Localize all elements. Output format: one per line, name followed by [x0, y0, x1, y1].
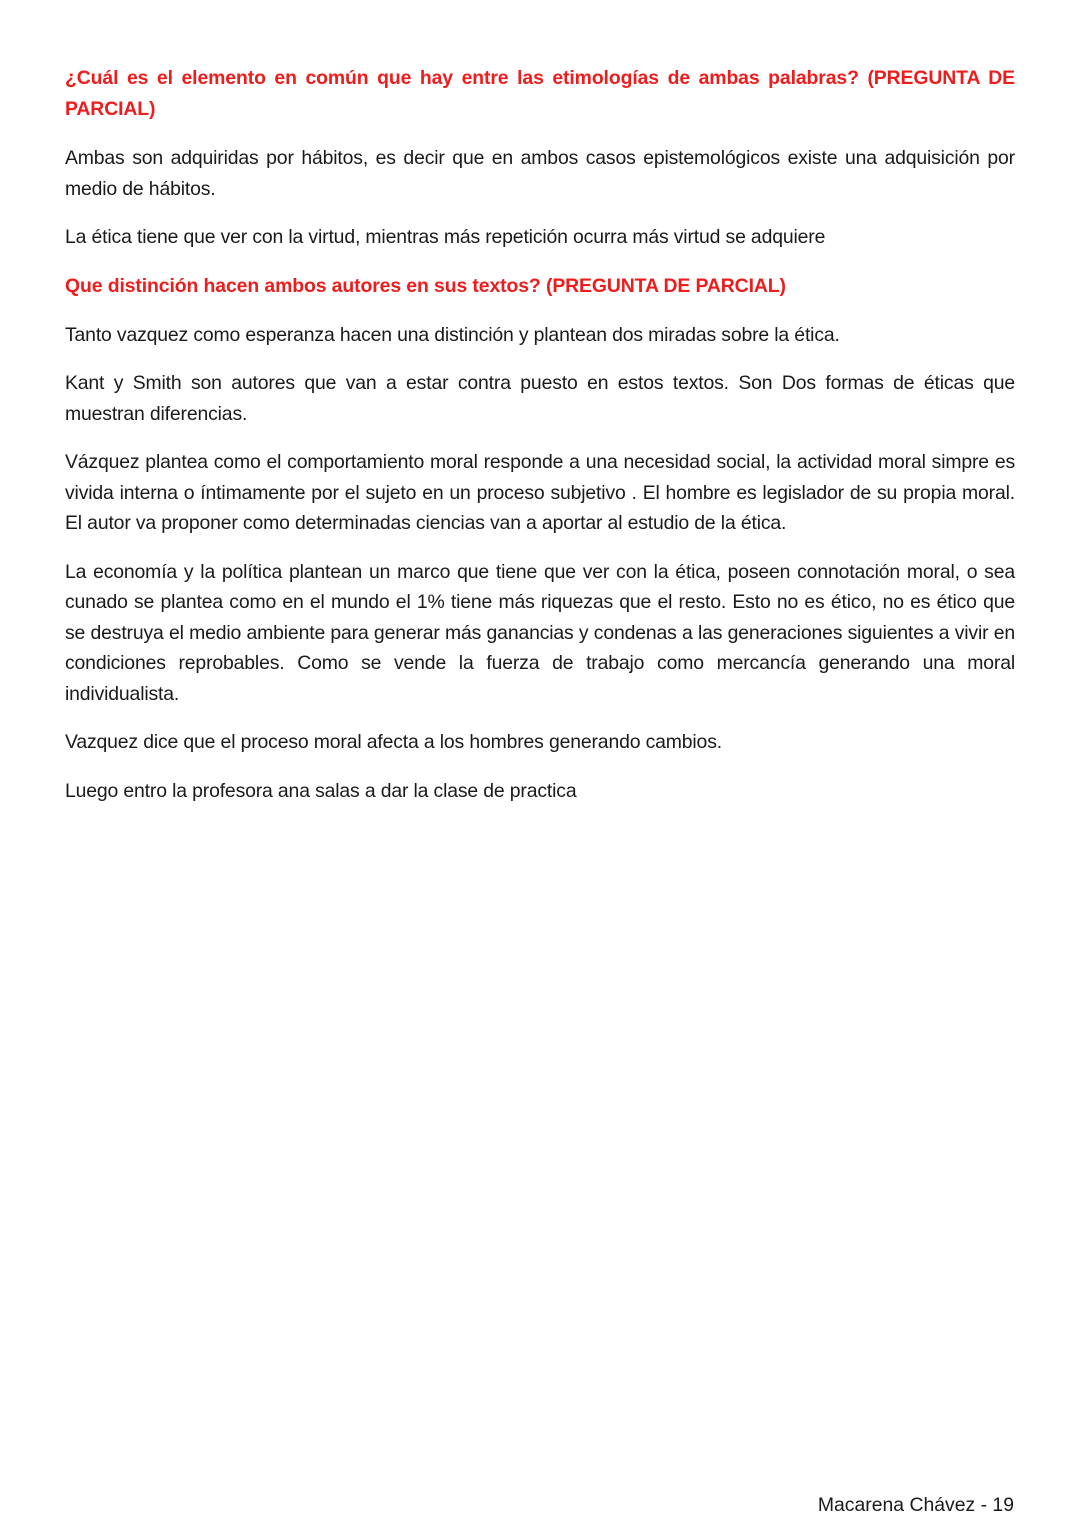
- question-heading-distinction: Que distinción hacen ambos autores en sus textos? (PREGUNTA DE PARCIAL): [65, 274, 786, 297]
- paragraph-two-views: Tanto vazquez como esperanza hacen una distinción y plantean dos miradas sobre la ética.: [65, 323, 840, 346]
- paragraph-moral-process: Vazquez dice que el proceso moral afecta a los hombres generando cambios.: [65, 731, 722, 753]
- paragraph-vazquez-moral: Vázquez plantea como el comportamiento moral responde a una necesidad social, la actividad moral simpre es vivida interna o íntimamente por el sujeto en un proceso subjetivo . El hombre es legislador de su propia moral. El autor va proponer como determinadas ciencias van a aportar al estudio de la ética.: [65, 451, 1015, 534]
- question-heading-etymologies: ¿Cuál es el elemento en común que hay entre las etimologías de ambas palabras? (PREGUNTA DE PARCIAL): [65, 67, 1015, 120]
- paragraph-economy-politics: La economía y la política plantean un marco que tiene que ver con la ética, poseen connotación moral, o sea cunado se plantea como en el mundo el 1% tiene más riquezas que el resto. Esto no es ético, no es ético que se destruya el medio ambiente para generar más ganancias y condenas a las generaciones siguientes a vivir en condiciones reprobables. Como se vende la fuerza de trabajo como mercancía generando una moral individualista.: [65, 560, 1015, 705]
- paragraph-virtue: La ética tiene que ver con la virtud, mientras más repetición ocurra más virtud se adquiere: [65, 226, 826, 248]
- document-body: [65, 63, 1015, 824]
- page-footer: Macarena Chávez - 19: [817, 1494, 1014, 1516]
- paragraph-practice-class: Luego entro la profesora ana salas a dar la clase de practica: [65, 779, 577, 802]
- paragraph-kant-smith: Kant y Smith son autores que van a estar contra puesto en estos textos. Son Dos formas de éticas que muestran diferencias.: [65, 372, 1015, 425]
- paragraph-habits: Ambas son adquiridas por hábitos, es decir que en ambos casos epistemológicos existe una adquisición por medio de hábitos.: [65, 147, 1015, 200]
